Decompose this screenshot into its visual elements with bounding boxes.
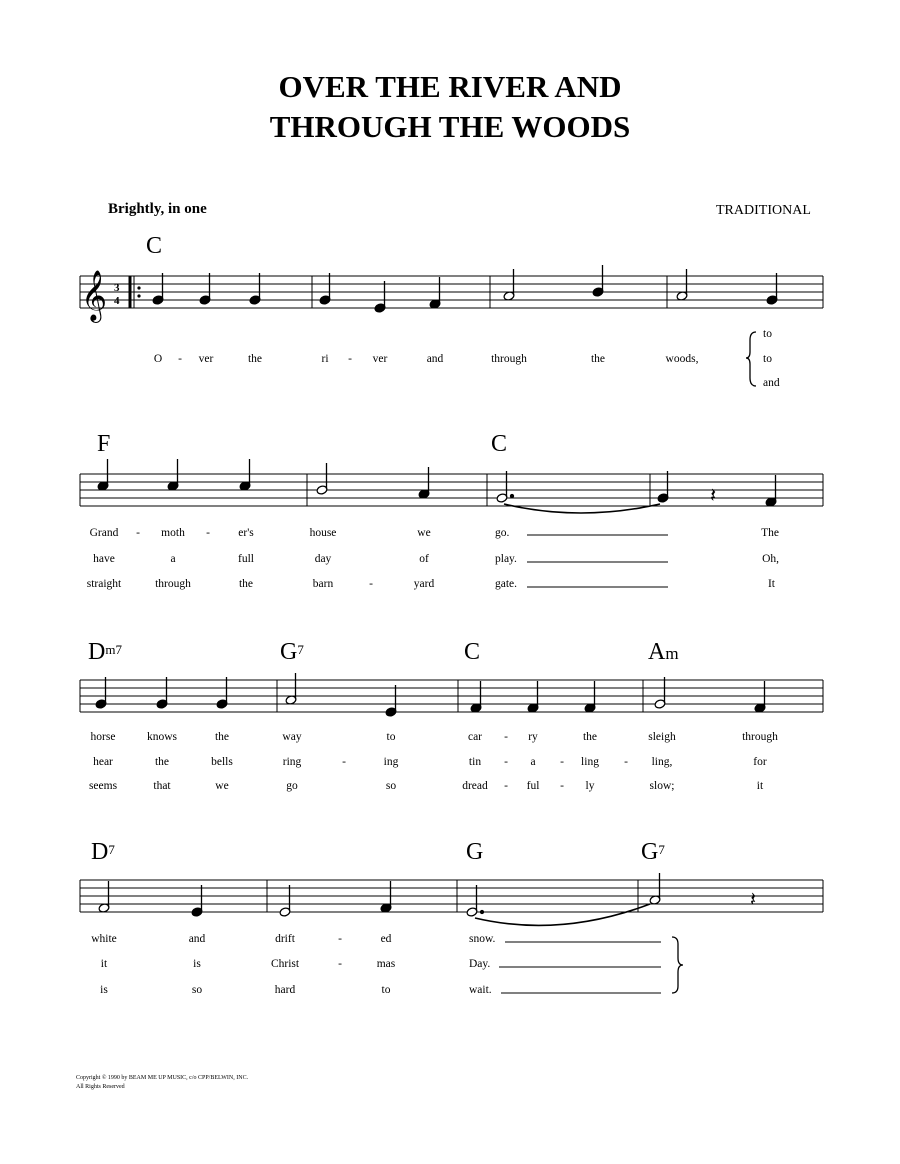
lyric-syllable: yard xyxy=(413,578,435,590)
lyric-syllable: gate. xyxy=(495,578,518,590)
lyric-syllable: - xyxy=(369,578,373,590)
lyric-syllable: ry xyxy=(528,731,538,743)
notes-system-1 xyxy=(152,265,778,313)
lyric-syllable: ful xyxy=(526,780,540,792)
lyric-syllable: a xyxy=(530,756,536,768)
lyric-syllable: the xyxy=(247,353,263,365)
lyric-syllable: ling, xyxy=(651,756,673,768)
lyric-syllable: ed xyxy=(380,933,392,945)
lyric-syllable: - xyxy=(624,756,628,768)
lyric-syllable: is xyxy=(100,984,108,996)
lyric-syllable: full xyxy=(238,553,254,565)
lyric-syllable: - xyxy=(504,731,508,743)
lyric-syllable: - xyxy=(178,353,182,365)
lyric-syllable: the xyxy=(154,756,170,768)
tie-arc xyxy=(475,904,650,925)
lyric-syllable: and xyxy=(763,377,780,389)
lyric-syllable: - xyxy=(504,780,508,792)
lyric-syllable: it xyxy=(756,780,764,792)
lyric-syllable: through xyxy=(155,578,191,590)
lyric-syllable: for xyxy=(753,756,767,768)
lyric-syllable: the xyxy=(590,353,606,365)
lyric-syllable: Christ xyxy=(270,958,300,970)
chord-symbol: $G^7$ xyxy=(641,839,665,865)
lyric-syllable: ing xyxy=(383,756,399,768)
lyric-syllable: dread xyxy=(462,780,488,792)
chord-symbol: G xyxy=(466,839,484,865)
lyric-syllable: straight xyxy=(86,578,122,590)
lyric-syllable: through xyxy=(742,731,778,743)
lyric-syllable: to xyxy=(763,353,772,365)
chord-symbol: $D^7$ xyxy=(91,839,115,865)
lyric-syllable: have xyxy=(93,553,115,565)
lyric-syllable: to xyxy=(386,731,396,743)
time-signature-top: 3 xyxy=(114,282,120,294)
lyric-syllable: play. xyxy=(495,553,517,565)
lyric-syllable: - xyxy=(136,527,140,539)
lyric-syllable: the xyxy=(214,731,230,743)
lyric-syllable: wait. xyxy=(469,984,492,996)
lyric-syllable: to xyxy=(381,984,391,996)
lyric-syllable: slow; xyxy=(649,780,675,792)
lyric-syllable: drift xyxy=(275,933,295,945)
lyric-syllable: - xyxy=(206,527,210,539)
treble-clef-icon: 𝄞 xyxy=(81,270,108,321)
staff-system-4 xyxy=(80,880,823,912)
staff-system-1 xyxy=(80,276,823,308)
lyric-syllable: barn xyxy=(312,578,334,590)
lyric-syllable: The xyxy=(761,527,779,539)
lyric-syllable: knows xyxy=(146,731,178,743)
rights-notice: All Rights Reserved xyxy=(76,1084,125,1090)
lyric-syllable: that xyxy=(153,780,171,792)
verse-brace-icon xyxy=(672,937,683,993)
lyric-syllable: white xyxy=(91,933,117,945)
lyric-syllable: so xyxy=(385,780,397,792)
lyric-syllable: we xyxy=(215,780,229,792)
lyric-syllable: sleigh xyxy=(648,731,676,743)
lyric-syllable: It xyxy=(767,578,775,590)
lyric-syllable: so xyxy=(191,984,203,996)
lyric-syllable: mas xyxy=(376,958,396,970)
copyright-notice: Copyright © 1990 by BEAM ME UP MUSIC, c/o CPP/BELWIN, INC. xyxy=(76,1075,249,1081)
lyric-syllable: it xyxy=(100,958,108,970)
lyric-syllable: hard xyxy=(274,984,296,996)
song-title-line-1: OVER THE RIVER AND xyxy=(278,69,622,104)
lyric-syllable: day xyxy=(314,553,332,565)
quarter-rest-icon: 𝄽 xyxy=(710,483,717,507)
lyric-syllable: the xyxy=(582,731,598,743)
lyric-syllable: - xyxy=(504,756,508,768)
lyric-syllable: - xyxy=(348,353,352,365)
lyric-syllable: ly xyxy=(585,780,595,792)
lyric-syllable: horse xyxy=(90,731,116,743)
notes-system-2 xyxy=(97,459,777,507)
lyric-syllable: bells xyxy=(211,756,233,768)
lyric-syllable: and xyxy=(426,353,444,365)
song-title-line-2: THROUGH THE WOODS xyxy=(269,109,631,144)
lyric-syllable: is xyxy=(193,958,201,970)
repeat-dot xyxy=(137,286,140,289)
lyric-syllable: ling xyxy=(581,756,599,768)
chord-symbol: C xyxy=(146,233,163,259)
lyric-syllable: we xyxy=(417,527,431,539)
chord-symbol: C xyxy=(464,639,481,665)
tempo-marking: Brightly, in one xyxy=(108,201,207,217)
lyric-syllable: - xyxy=(560,780,564,792)
verse-brace-icon xyxy=(746,332,756,386)
lyric-syllable: - xyxy=(342,756,346,768)
lyric-syllable: car xyxy=(467,731,483,743)
lyric-syllable: - xyxy=(338,933,342,945)
lyric-syllable: and xyxy=(188,933,206,945)
lyric-syllable: through xyxy=(491,353,527,365)
lyric-syllable: ver xyxy=(198,353,214,365)
quarter-rest-icon: 𝄽 xyxy=(750,887,757,911)
tie-arc xyxy=(504,504,660,513)
lyric-syllable: ri xyxy=(321,353,329,365)
chord-symbol: Am xyxy=(648,639,679,665)
lyric-syllable: Day. xyxy=(469,958,491,970)
time-signature-bottom: 4 xyxy=(114,295,120,307)
lyric-syllable: moth xyxy=(161,527,185,539)
lyric-syllable: er's xyxy=(238,527,254,539)
chord-symbol: $G^7$ xyxy=(280,639,304,665)
lyric-syllable: Grand xyxy=(89,527,119,539)
lyric-syllable: house xyxy=(309,527,337,539)
lyric-syllable: - xyxy=(560,756,564,768)
lyric-syllable: to xyxy=(763,328,772,340)
lyric-syllable: Oh, xyxy=(762,553,779,565)
composer-credit: TRADITIONAL xyxy=(716,203,811,218)
lyric-syllable: the xyxy=(238,578,254,590)
chord-symbol: C xyxy=(491,431,508,457)
lyric-syllable: seems xyxy=(88,780,118,792)
chord-symbol: F xyxy=(97,431,111,457)
chord-symbol: $D^{m7}$ xyxy=(88,639,122,665)
lyric-syllable: ring xyxy=(282,756,302,768)
lyric-syllable: hear xyxy=(93,756,113,768)
lyric-syllable: O xyxy=(153,353,163,365)
lyric-syllable: way xyxy=(282,731,302,743)
lyric-syllable: tin xyxy=(468,756,482,768)
lyric-syllable: ver xyxy=(372,353,388,365)
staff-system-3 xyxy=(80,680,823,712)
repeat-dot xyxy=(137,294,140,297)
lyric-syllable: go xyxy=(286,780,298,792)
lyric-syllable: snow. xyxy=(469,933,496,945)
lyric-syllable: a xyxy=(170,553,176,565)
lyric-syllable: woods, xyxy=(665,353,699,365)
lyric-syllable: - xyxy=(338,958,342,970)
lyric-syllable: go. xyxy=(495,527,510,539)
lyric-syllable: of xyxy=(419,553,429,565)
